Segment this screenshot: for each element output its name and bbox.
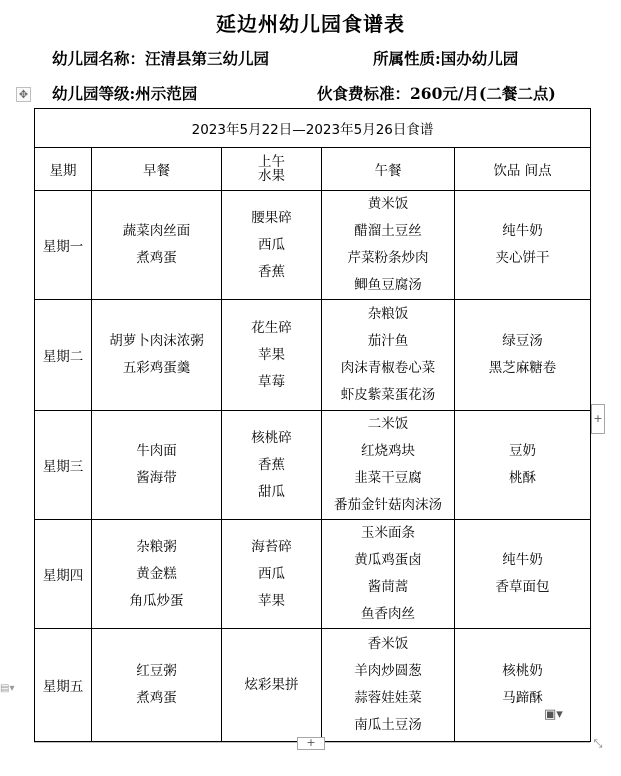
lunch-cell[interactable] bbox=[322, 520, 455, 629]
menu-item: 茄汁鱼 bbox=[367, 333, 409, 349]
menu-item: 肉沫青椒卷心菜 bbox=[340, 360, 436, 376]
header-fruit-line2: 水果 bbox=[258, 168, 285, 184]
menu-item: 黄米饭 bbox=[367, 196, 409, 212]
menu-item: 醋溜土豆丝 bbox=[354, 223, 422, 239]
menu-item: 红烧鸡块 bbox=[361, 443, 415, 459]
menu-item: 腰果碎 bbox=[251, 209, 292, 226]
menu-item: 核桃碎 bbox=[251, 429, 292, 446]
menu-item: 五彩鸡蛋羹 bbox=[122, 360, 191, 376]
menu-item: 番茄金针菇肉沫汤 bbox=[334, 497, 442, 513]
add-column-icon[interactable]: + bbox=[591, 404, 605, 434]
fruit-cell[interactable] bbox=[222, 300, 322, 411]
menu-item: 南瓜土豆汤 bbox=[354, 717, 422, 733]
menu-item: 煮鸡蛋 bbox=[136, 250, 177, 266]
menu-item: 芹菜粉条炒肉 bbox=[347, 250, 429, 266]
menu-item: 韭菜干豆腐 bbox=[354, 470, 422, 486]
menu-item: 黑芝麻糖卷 bbox=[488, 360, 557, 376]
header-lunch[interactable]: 午餐 bbox=[322, 148, 455, 191]
menu-item: 桃酥 bbox=[509, 470, 536, 486]
meal-fee-standard: 伙食费标准：260元/月(二餐二点) bbox=[317, 84, 556, 103]
table-row bbox=[35, 411, 591, 520]
menu-item: 核桃奶 bbox=[502, 663, 543, 679]
paste-options-icon[interactable]: ▣▾ bbox=[544, 707, 563, 722]
menu-item: 苹果 bbox=[258, 346, 285, 363]
fruit-cell[interactable] bbox=[222, 191, 322, 300]
menu-item: 香米饭 bbox=[367, 636, 409, 652]
menu-item: 红豆粥 bbox=[136, 663, 177, 679]
add-row-icon[interactable]: + bbox=[297, 737, 325, 750]
header-row bbox=[35, 148, 591, 191]
menu-item: 煮鸡蛋 bbox=[136, 690, 177, 706]
fruit-cell[interactable] bbox=[222, 411, 322, 520]
menu-item: 花生碎 bbox=[251, 319, 292, 336]
day-cell[interactable]: 星期二 bbox=[35, 300, 92, 411]
fruit-cell[interactable] bbox=[222, 629, 322, 742]
menu-item: 香蕉 bbox=[258, 456, 285, 473]
menu-item: 香蕉 bbox=[258, 263, 285, 280]
header-fruit[interactable] bbox=[222, 148, 322, 191]
menu-item: 草莓 bbox=[258, 373, 285, 390]
kindergarten-nature: 所属性质:国办幼儿园 bbox=[373, 49, 519, 68]
menu-item: 牛肉面 bbox=[136, 443, 177, 459]
menu-item: 甜瓜 bbox=[258, 483, 285, 500]
menu-item: 羊肉炒圆葱 bbox=[354, 663, 422, 679]
lunch-cell[interactable] bbox=[322, 411, 455, 520]
menu-item: 西瓜 bbox=[258, 565, 285, 582]
table-row bbox=[35, 300, 591, 411]
header-snack[interactable]: 饮品 间点 bbox=[455, 148, 591, 191]
day-cell[interactable]: 星期三 bbox=[35, 411, 92, 520]
menu-item: 马蹄酥 bbox=[502, 690, 543, 706]
lunch-cell[interactable] bbox=[322, 629, 455, 742]
header-day[interactable]: 星期 bbox=[35, 148, 92, 191]
menu-item: 香草面包 bbox=[495, 579, 550, 595]
breakfast-cell[interactable] bbox=[92, 520, 222, 629]
menu-table bbox=[34, 108, 591, 742]
menu-item: 豆奶 bbox=[509, 443, 536, 459]
header-breakfast[interactable]: 早餐 bbox=[92, 148, 222, 191]
header-fruit-line1: 上午 bbox=[258, 154, 285, 170]
menu-item: 鲫鱼豆腐汤 bbox=[354, 277, 422, 293]
kindergarten-name: 幼儿园名称：汪清县第三幼儿园 bbox=[52, 49, 270, 68]
menu-item: 胡萝卜肉沫浓粥 bbox=[109, 333, 204, 349]
menu-item: 海苔碎 bbox=[251, 538, 292, 555]
snack-cell[interactable] bbox=[455, 411, 591, 520]
breakfast-cell[interactable] bbox=[92, 411, 222, 520]
menu-item: 虾皮紫菜蛋花汤 bbox=[340, 387, 436, 403]
lunch-cell[interactable] bbox=[322, 300, 455, 411]
date-range-cell[interactable]: 2023年5月22日—2023年5月26日食谱 bbox=[35, 109, 591, 148]
table-row bbox=[35, 191, 591, 300]
day-cell[interactable]: 星期四 bbox=[35, 520, 92, 629]
menu-item: 杂粮粥 bbox=[136, 538, 177, 555]
menu-item: 西瓜 bbox=[258, 236, 285, 253]
menu-item: 酱茼蒿 bbox=[367, 579, 409, 595]
document-title: 延边州幼儿园食谱表 bbox=[216, 12, 405, 36]
snack-cell[interactable] bbox=[455, 300, 591, 411]
breakfast-cell[interactable] bbox=[92, 629, 222, 742]
breakfast-cell[interactable] bbox=[92, 191, 222, 300]
snack-cell[interactable] bbox=[455, 191, 591, 300]
menu-item: 纯牛奶 bbox=[502, 223, 543, 239]
fruit-cell[interactable] bbox=[222, 520, 322, 629]
menu-item: 夹心饼干 bbox=[495, 250, 550, 266]
menu-item: 酱海带 bbox=[136, 470, 177, 486]
menu-item: 纯牛奶 bbox=[502, 552, 543, 568]
table-row bbox=[35, 629, 591, 742]
menu-item: 黄金糕 bbox=[136, 565, 177, 582]
menu-item: 玉米面条 bbox=[361, 525, 415, 541]
menu-item: 黄瓜鸡蛋卤 bbox=[354, 552, 422, 568]
menu-item: 角瓜炒蛋 bbox=[129, 592, 184, 609]
paragraph-marker-icon: ▤▾ bbox=[0, 683, 15, 694]
table-move-handle-icon[interactable]: ✥ bbox=[16, 87, 31, 102]
menu-item: 蔬菜肉丝面 bbox=[122, 223, 191, 239]
menu-item: 鱼香肉丝 bbox=[361, 606, 415, 622]
resize-handle-icon[interactable]: ⤡ bbox=[593, 737, 603, 750]
snack-cell[interactable] bbox=[455, 520, 591, 629]
menu-item: 苹果 bbox=[258, 592, 285, 609]
day-cell[interactable]: 星期一 bbox=[35, 191, 92, 300]
breakfast-cell[interactable] bbox=[92, 300, 222, 411]
table-row bbox=[35, 520, 591, 629]
menu-item: 杂粮饭 bbox=[367, 306, 409, 322]
kindergarten-level: 幼儿园等级:州示范园 bbox=[52, 84, 198, 103]
menu-item: 绿豆汤 bbox=[502, 333, 543, 349]
menu-item: 二米饭 bbox=[367, 416, 409, 432]
menu-item: 炫彩果拼 bbox=[244, 676, 299, 693]
day-cell[interactable]: 星期五 bbox=[35, 629, 92, 742]
date-range-row bbox=[35, 109, 591, 148]
lunch-cell[interactable] bbox=[322, 191, 455, 300]
menu-item: 蒜蓉娃娃菜 bbox=[354, 690, 422, 706]
